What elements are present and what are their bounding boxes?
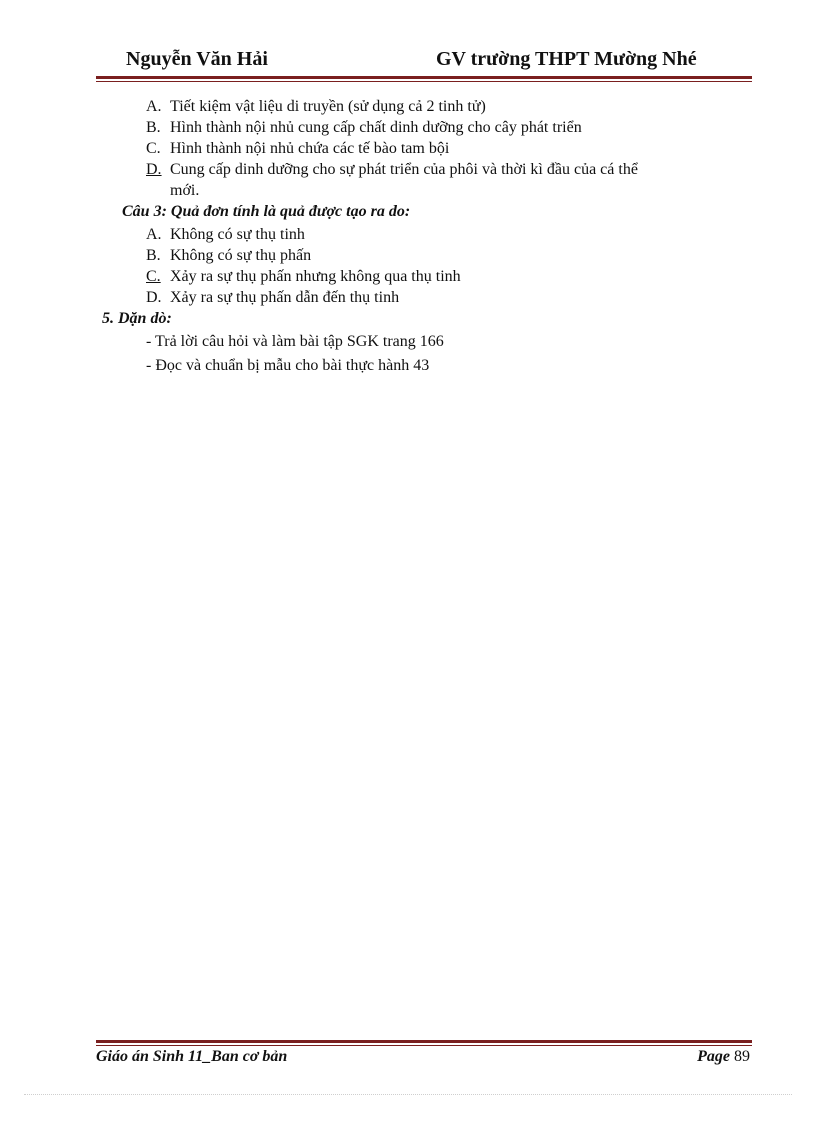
footer-title: Giáo án Sinh 11_Ban cơ bản — [96, 1048, 288, 1065]
option-d: D. Xảy ra sự thụ phấn dẫn đến thụ tinh — [146, 289, 400, 306]
option-c: C. Hình thành nội nhủ chứa các tế bào tam bội — [146, 140, 450, 157]
option-d-answer: D. Cung cấp dinh dưỡng cho sự phát triển của phôi và thời kì đầu của cá thể — [146, 161, 638, 178]
page-number: Page 89 — [697, 1048, 750, 1065]
homework-item: - Trả lời câu hỏi và làm bài tập SGK trang 166 — [146, 333, 444, 350]
homework-item: - Đọc và chuẩn bị mẫu cho bài thực hành 43 — [146, 357, 430, 374]
section-5-title: 5. Dặn dò: — [102, 310, 172, 327]
option-d-continuation: mới. — [170, 182, 200, 199]
header-rule — [96, 76, 752, 82]
header-author: Nguyễn Văn Hải — [126, 48, 268, 70]
option-a: A. Tiết kiệm vật liệu di truyền (sử dụng cả 2 tinh tử) — [146, 98, 486, 115]
header-school: GV trường THPT Mường Nhé — [436, 48, 697, 70]
option-b: B. Không có sự thụ phấn — [146, 247, 312, 264]
footer-rule — [96, 1040, 752, 1046]
question-3-title: Câu 3: Quả đơn tính là quả được tạo ra do: — [122, 203, 411, 220]
page-bottom-border — [24, 1094, 792, 1095]
option-a: A. Không có sự thụ tinh — [146, 226, 305, 243]
option-b: B. Hình thành nội nhủ cung cấp chất dinh dưỡng cho cây phát triển — [146, 119, 582, 136]
option-c-answer: C. Xảy ra sự thụ phấn nhưng không qua thụ tinh — [146, 268, 461, 285]
